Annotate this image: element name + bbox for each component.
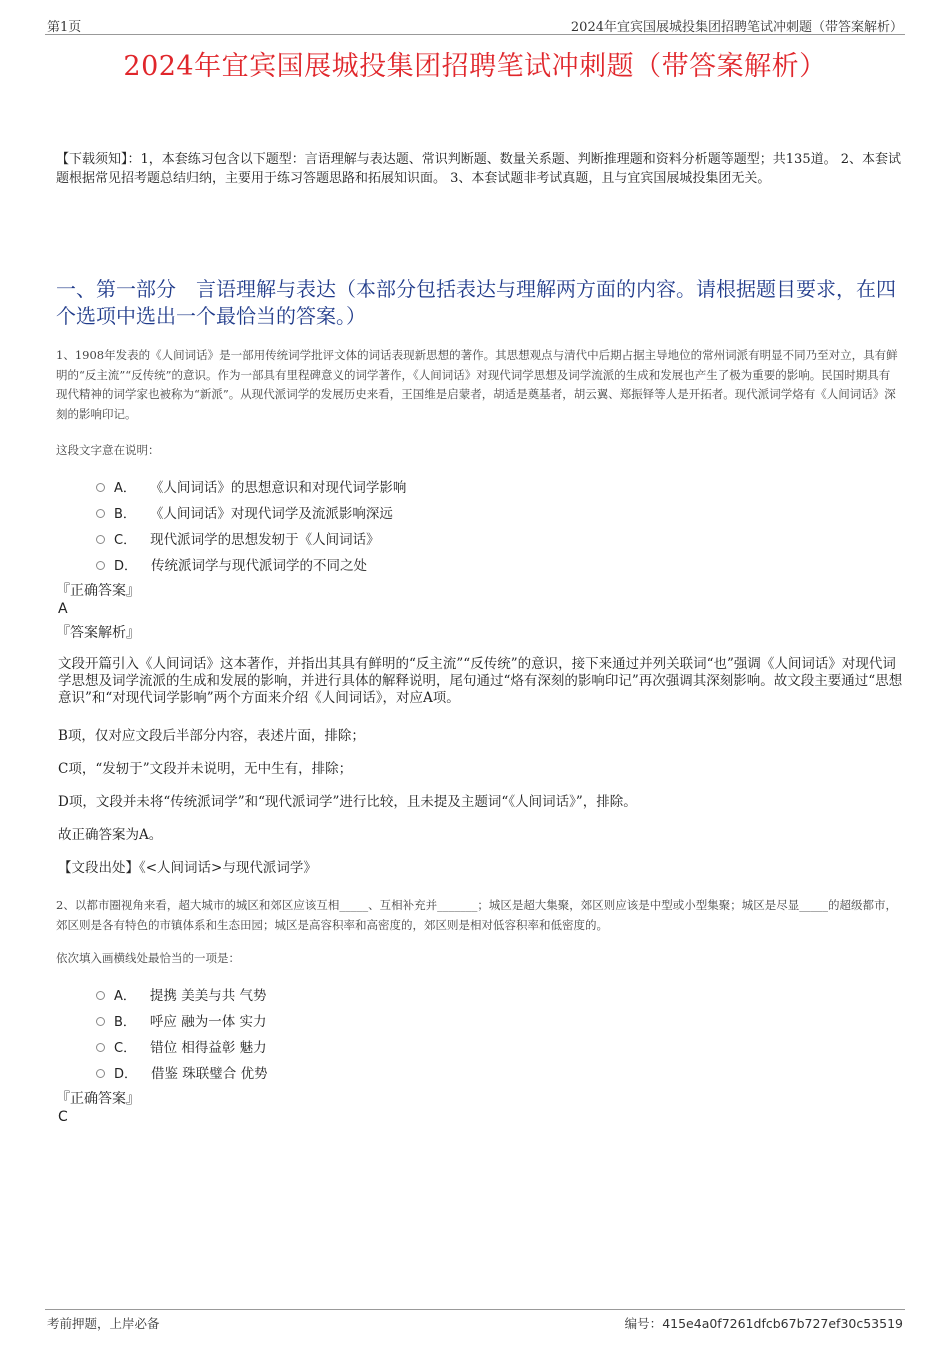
option-text: 提携 美美与共 气势 — [149, 988, 267, 1004]
download-notice: 【下载须知】：1，本套练习包含以下题型：言语理解与表达题、常识判断题、数量关系题、判断推理题和资料分析题等题型；共135道。 2、本套试题根据常见招考题总结归纳，主要用于练习答题思路和拓展知识面。 3、本套试题非考试真题，且与宜宾国展城投集团无关。 — [56, 152, 901, 186]
question-1-analysis-paragraph: C项，“发轫于”文段并未说明，无中生有，排除； — [58, 761, 353, 777]
option-text: 现代派词学的思想发轫于《人间词话》 — [150, 532, 380, 548]
page-number: 第1页 — [47, 20, 82, 35]
option-letter: D． — [114, 558, 138, 574]
question-1-option-a[interactable] — [96, 476, 406, 496]
question-1-answer: A — [58, 601, 68, 617]
question-1-analysis-paragraph: 故正确答案为A。 — [58, 827, 163, 843]
question-1-option-c[interactable] — [96, 528, 380, 548]
option-letter: B． — [114, 1014, 136, 1030]
section-heading: 一、第一部分 言语理解与表达（本部分包括表达与理解两方面的内容。请根据题目要求，在四个选项中选出一个最恰当的答案。） — [56, 277, 896, 328]
question-1-analysis-paragraph: D项，文段并未将“传统派词学”和“现代派词学”进行比较，且未提及主题词“《人间词话》”，排除。 — [58, 794, 637, 810]
radio-button-icon[interactable] — [96, 991, 105, 1000]
question-1-body: 1、1908年发表的《人间词话》是一部用传统词学批评文体的词话表现新思想的著作。其思想观点与清代中后期占据主导地位的常州词派有明显不同乃至对立，具有鲜明的“反主流”“反传统”的意识。作为一部具有里程碑意义的词学著作，《人间词话》对现代词学思想及词学流派的生成和发展也产生了极为重要的影响。民国时期具有现代精神的词学家也被称为“新派”。从现代派词学的发展历史来看，王国维是启蒙者，胡适是奠基者，胡云翼、郑振铎等人是开拓者。现代派词学烙有《人间词话》深刻的影响印记。 — [56, 348, 898, 421]
option-letter: D． — [114, 1066, 138, 1082]
option-text: 《人间词话》的思想意识和对现代词学影响 — [149, 480, 407, 496]
radio-button-icon[interactable] — [96, 483, 105, 492]
option-letter: C． — [114, 532, 137, 548]
question-1-analysis-label: 『答案解析』 — [56, 625, 140, 641]
option-letter: B． — [114, 506, 136, 522]
question-1-analysis-paragraph: 文段开篇引入《人间词话》这本著作，并指出其具有鲜明的“反主流”“反传统”的意识，接下来通过并列关联词“也”强调《人间词话》对现代词学思想及词学流派的生成和发展的影响，并进行具体的解释说明，尾句通过“烙有深刻的影响印记”再次强调其深刻影响。故文段主要通过“思想意识”和“对现代词学影响”两个方面来介绍《人间词话》，对应A项。 — [58, 656, 903, 706]
question-2-answer: C — [58, 1109, 68, 1125]
radio-button-icon[interactable] — [96, 535, 105, 544]
question-2-option-a[interactable] — [96, 984, 267, 1004]
option-letter: C． — [114, 1040, 137, 1056]
question-2-option-d[interactable] — [96, 1062, 268, 1082]
option-letter: A． — [114, 988, 136, 1004]
footer-code-block — [625, 1314, 903, 1332]
option-text: 借鉴 珠联璧合 优势 — [151, 1066, 268, 1082]
option-text: 错位 相得益彰 魅力 — [150, 1040, 267, 1056]
question-1-option-b[interactable] — [96, 502, 393, 522]
question-1-option-d[interactable] — [96, 554, 367, 574]
option-text: 传统派词学与现代派词学的不同之处 — [151, 558, 368, 574]
header-doc-name: 2024年宜宾国展城投集团招聘笔试冲刺题（带答案解析） — [570, 20, 903, 35]
question-2-prompt: 依次填入画横线处最恰当的一项是： — [56, 951, 240, 965]
radio-button-icon[interactable] — [96, 509, 105, 518]
question-2-answer-label: 『正确答案』 — [56, 1091, 140, 1107]
option-text: 《人间词话》对现代词学及流派影响深远 — [149, 506, 393, 522]
question-1-source: 【文段出处】《<人间词话>与现代派词学》 — [58, 860, 317, 876]
page-footer — [45, 1309, 905, 1332]
radio-button-icon[interactable] — [96, 1017, 105, 1026]
radio-button-icon[interactable] — [96, 561, 105, 570]
question-2-body: 2、以都市圈视角来看，超大城市的城区和郊区应该互相_____、互相补充并_______；城区是超大集聚，郊区则应该是中型或小型集聚；城区是尽显_____的超级都市，郊区则是各有特色的市镇体系和生态田园；城区是高容积率和高密度的，郊区则是相对低容积率和低密度的。 — [56, 898, 898, 932]
footer-code: 415e4a0f7261dfcb67b727ef30c53519 — [662, 1316, 903, 1331]
footer-slogan: 考前押题，上岸必备 — [47, 1316, 160, 1331]
question-1-prompt: 这段文字意在说明： — [56, 443, 160, 457]
option-text: 呼应 融为一体 实力 — [149, 1014, 267, 1030]
footer-code-label: 编号： — [624, 1316, 663, 1331]
radio-button-icon[interactable] — [96, 1043, 105, 1052]
document-title: 2024年宜宾国展城投集团招聘笔试冲刺题（带答案解析） — [123, 51, 827, 82]
question-2-option-c[interactable] — [96, 1036, 267, 1056]
radio-button-icon[interactable] — [96, 1069, 105, 1078]
page-header — [45, 14, 905, 35]
question-1-analysis-paragraph: B项，仅对应文段后半部分内容，表述片面，排除； — [58, 728, 365, 744]
question-1-answer-label: 『正确答案』 — [56, 583, 140, 599]
option-letter: A． — [114, 480, 136, 496]
question-2-option-b[interactable] — [96, 1010, 267, 1030]
